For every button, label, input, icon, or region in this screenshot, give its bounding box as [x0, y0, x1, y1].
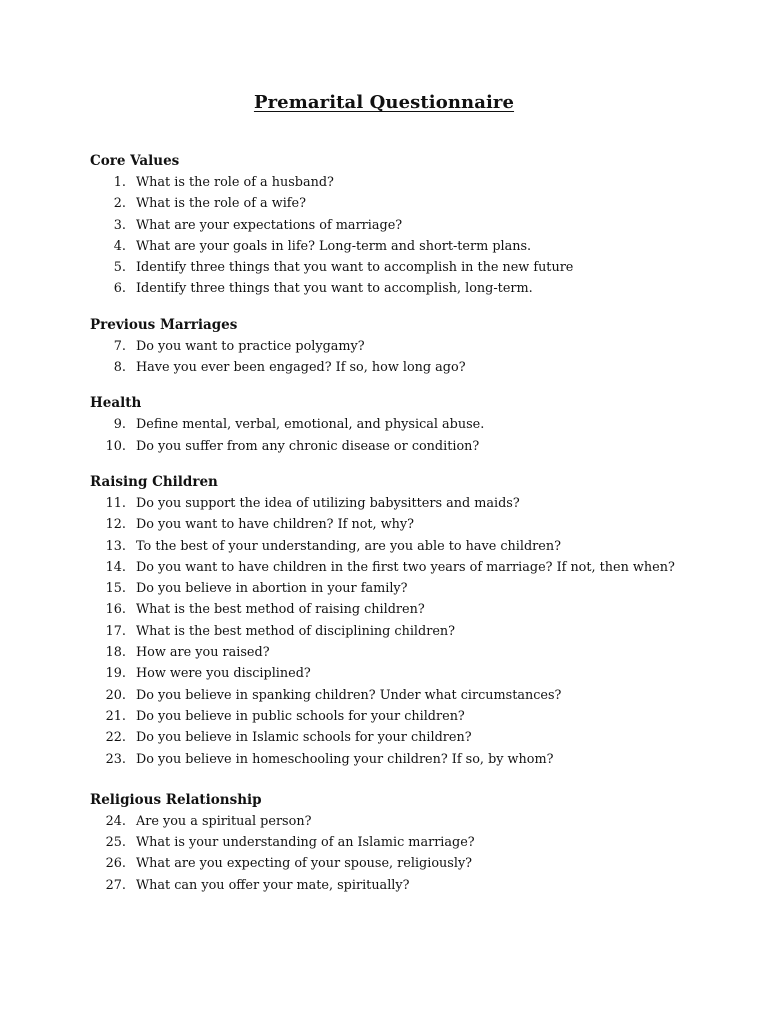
section-heading: Health [90, 395, 142, 412]
question-number: 5. [113, 260, 126, 276]
question-number: 8. [113, 360, 126, 376]
section-core-values [90, 151, 730, 300]
question-text: What is your understanding of an Islamic marriage? [136, 835, 475, 851]
question-text: Do you believe in public schools for your children? [136, 708, 465, 724]
question-text: How were you disciplined? [136, 666, 311, 682]
question-item [90, 578, 730, 599]
question-item [90, 557, 730, 578]
question-number: 16. [105, 602, 126, 618]
question-text: Do you want to practice polygamy? [136, 338, 365, 354]
question-item [90, 685, 730, 706]
question-text: Do you believe in spanking children? Under what circumstances? [136, 687, 562, 703]
question-item [90, 236, 730, 257]
question-number: 24. [105, 813, 126, 829]
question-item [90, 811, 730, 832]
question-item [90, 663, 730, 684]
question-text: Do you believe in Islamic schools for your children? [136, 730, 472, 746]
question-text: Do you believe in abortion in your family? [136, 581, 408, 597]
question-item [90, 436, 730, 457]
question-text: What is the role of a wife? [136, 196, 306, 212]
question-item [90, 493, 730, 514]
question-item [90, 621, 730, 642]
question-item [90, 536, 730, 557]
question-item [90, 414, 730, 435]
question-number: 9. [113, 417, 126, 433]
question-number: 14. [105, 559, 126, 575]
question-item [90, 193, 730, 214]
question-text: Identify three things that you want to accomplish in the new future [136, 260, 574, 276]
question-item [90, 357, 730, 378]
question-text: What is the best method of disciplining children? [136, 623, 455, 639]
question-number: 17. [105, 623, 126, 639]
question-number: 13. [105, 538, 126, 554]
section-spacer [90, 457, 730, 472]
section-heading: Religious Relationship [90, 791, 262, 808]
page-title: Premarital Questionnaire [253, 92, 515, 113]
question-number: 2. [113, 196, 126, 212]
question-number: 7. [113, 338, 126, 354]
question-text: What is the role of a husband? [136, 175, 334, 190]
question-number: 12. [105, 517, 126, 533]
question-text: Do you believe in homeschooling your children? If so, by whom? [136, 751, 554, 767]
question-item [90, 642, 730, 663]
question-number: 25. [105, 835, 126, 851]
question-number: 19. [105, 666, 126, 682]
question-number: 23. [105, 751, 126, 767]
question-number: 18. [105, 645, 126, 661]
question-item [90, 706, 730, 727]
question-text: What are you expecting of your spouse, religiously? [136, 856, 473, 872]
question-item [90, 875, 730, 896]
question-item [90, 336, 730, 357]
question-text: Are you a spiritual person? [136, 813, 312, 829]
question-text: Have you ever been engaged? If so, how long ago? [136, 360, 466, 376]
question-number: 4. [113, 238, 126, 254]
section-health [90, 393, 730, 457]
question-text: What can you offer your mate, spiritually? [136, 877, 410, 893]
question-item [90, 257, 730, 278]
question-number: 20. [105, 687, 126, 703]
question-number: 27. [105, 877, 126, 893]
question-text: Do you support the idea of utilizing babysitters and maids? [136, 495, 520, 511]
question-item [90, 215, 730, 236]
question-text: To the best of your understanding, are you able to have children? [136, 538, 561, 554]
question-item [90, 749, 730, 770]
section-spacer [90, 770, 730, 790]
section-heading: Raising Children [90, 473, 218, 490]
question-text: What are your expectations of marriage? [136, 217, 403, 233]
question-text: What are your goals in life? Long-term and short-term plans. [136, 238, 532, 254]
question-text: Do you suffer from any chronic disease or condition? [136, 438, 480, 454]
section-spacer [90, 378, 730, 393]
question-number: 21. [105, 708, 126, 724]
question-number: 26. [105, 856, 126, 872]
question-number: 6. [113, 281, 126, 297]
question-number: 3. [113, 217, 126, 233]
questionnaire-body [90, 151, 730, 896]
question-number: 10. [105, 438, 126, 454]
question-text: Identify three things that you want to accomplish, long-term. [136, 281, 533, 297]
question-item [90, 172, 730, 193]
question-item [90, 599, 730, 620]
section-raising-children [90, 472, 730, 770]
question-number: 1. [113, 175, 126, 190]
question-text: Do you want to have children? If not, why? [136, 517, 414, 533]
question-text: Define mental, verbal, emotional, and physical abuse. [136, 417, 485, 433]
question-number: 15. [105, 581, 126, 597]
question-item [90, 853, 730, 874]
question-text: Do you want to have children in the first two years of marriage? If not, then when? [136, 559, 675, 575]
question-text: How are you raised? [136, 645, 270, 661]
section-previous-marriages [90, 315, 730, 379]
question-number: 11. [105, 495, 126, 511]
question-item [90, 832, 730, 853]
section-heading: Core Values [90, 153, 180, 169]
question-number: 22. [105, 730, 126, 746]
question-item [90, 514, 730, 535]
question-item [90, 727, 730, 748]
question-text: What is the best method of raising children? [136, 602, 425, 618]
section-religious-relationship [90, 790, 730, 896]
section-spacer [90, 300, 730, 315]
question-item [90, 278, 730, 299]
section-heading: Previous Marriages [90, 316, 238, 333]
